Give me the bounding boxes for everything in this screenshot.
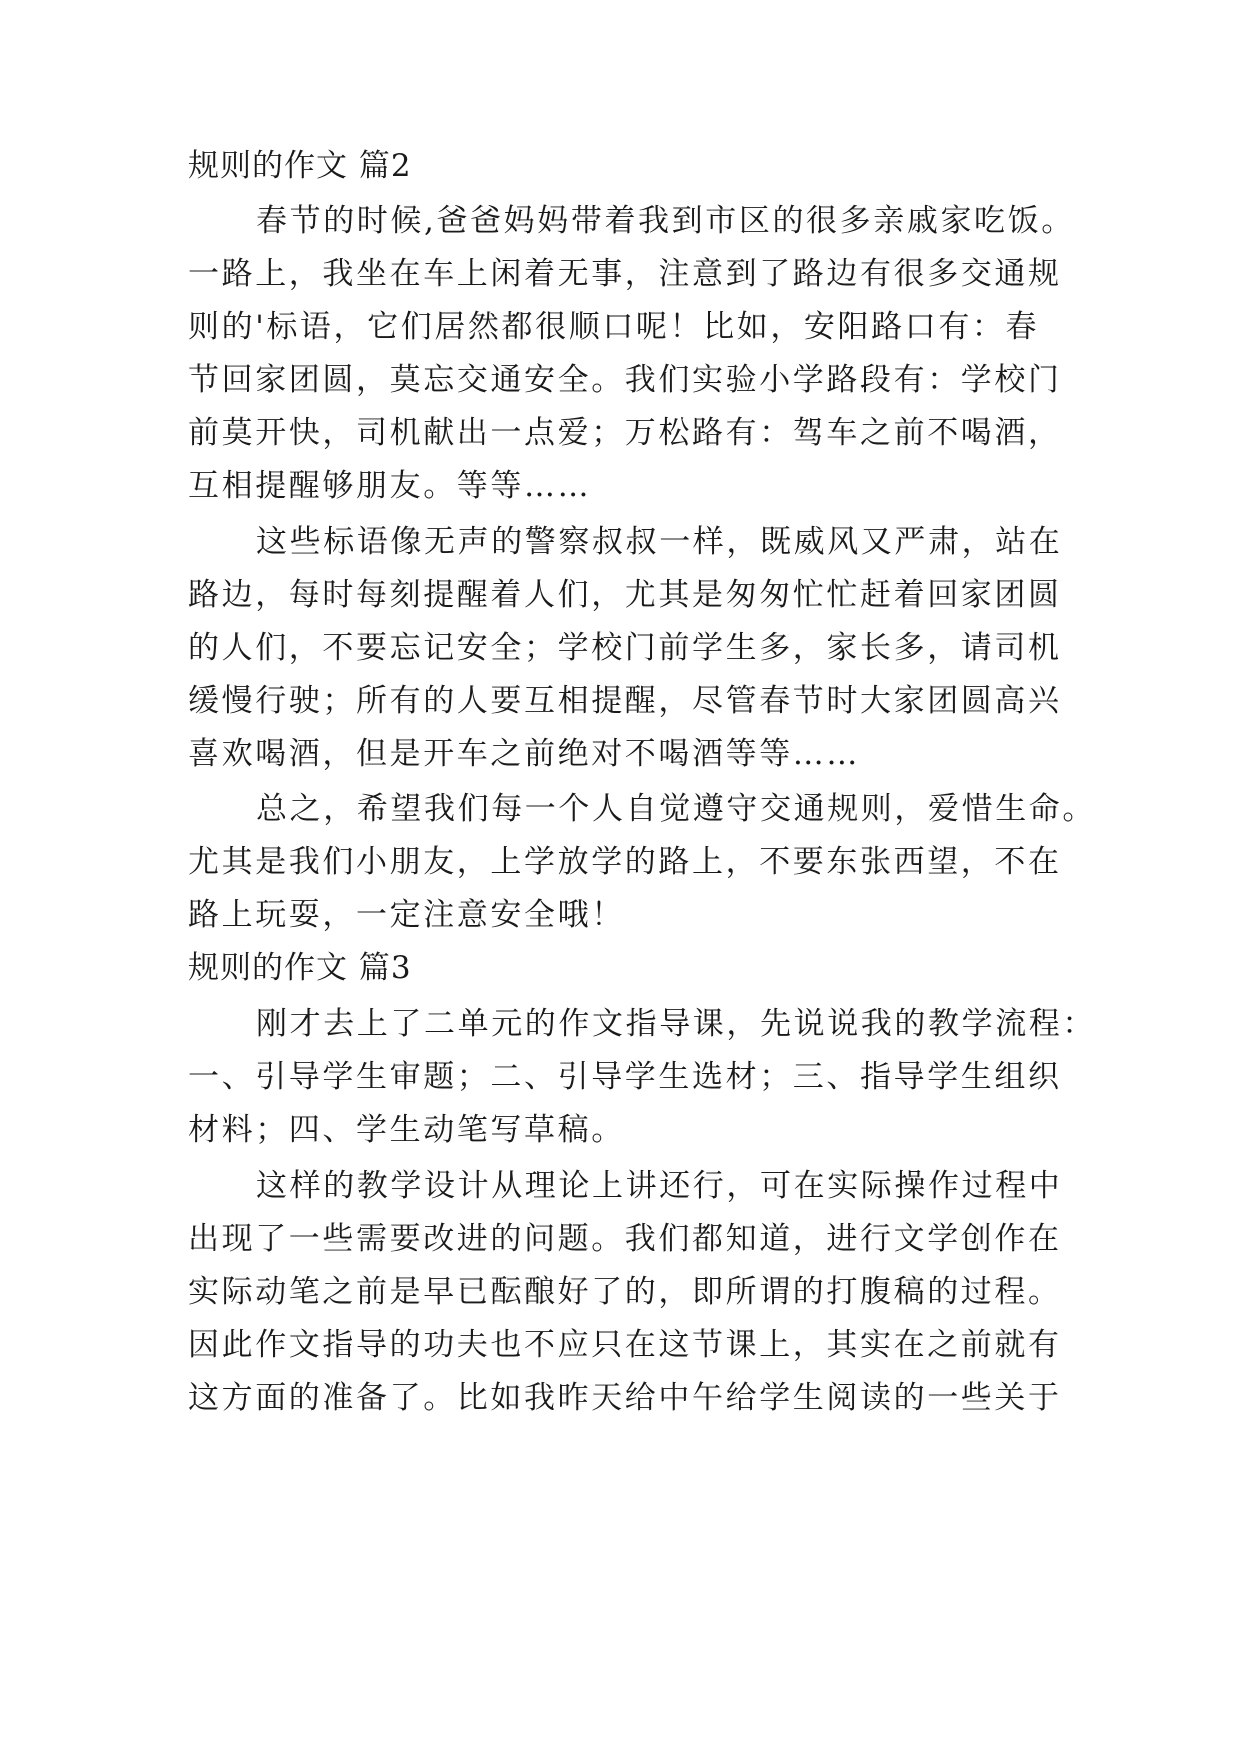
- paragraph-line: 喜欢喝酒，但是开车之前绝对不喝酒等等……: [188, 736, 860, 772]
- paragraph-line: 则的'标语，它们居然都很顺口呢！比如，安阳路口有：春: [188, 309, 1040, 345]
- paragraph-line: 这样的教学设计从理论上讲还行，可在实际操作过程中: [256, 1168, 1063, 1204]
- paragraph-line: 刚才去上了二单元的作文指导课，先说说我的教学流程：: [256, 1006, 1096, 1042]
- paragraph-line: 前莫开快，司机献出一点爱；万松路有：驾车之前不喝酒，: [188, 415, 1062, 451]
- paragraph-line: 路上玩耍，一定注意安全哦！: [188, 897, 625, 933]
- paragraph-line: 尤其是我们小朋友，上学放学的路上，不要东张西望，不在: [188, 844, 1062, 880]
- paragraph-line: 总之，希望我们每一个人自觉遵守交通规则，爱惜生命。: [256, 791, 1096, 827]
- paragraph-line: 春节的时候,爸爸妈妈带着我到市区的很多亲戚家吃饭。: [256, 203, 1075, 239]
- paragraph-line: 因此作文指导的功夫也不应只在这节课上，其实在之前就有: [188, 1327, 1062, 1363]
- paragraph-line: 互相提醒够朋友。等等……: [188, 468, 592, 504]
- paragraph-line: 出现了一些需要改进的问题。我们都知道，进行文学创作在: [188, 1221, 1062, 1257]
- paragraph-line: 这方面的准备了。比如我昨天给中午给学生阅读的一些关于: [188, 1380, 1062, 1416]
- section-2-title: 规则的作文 篇2: [188, 148, 412, 184]
- paragraph-line: 材料；四、学生动笔写草稿。: [188, 1112, 625, 1148]
- paragraph-line: 路边，每时每刻提醒着人们，尤其是匆匆忙忙赶着回家团圆: [188, 577, 1062, 613]
- paragraph-line: 一路上，我坐在车上闲着无事，注意到了路边有很多交通规: [188, 256, 1062, 292]
- paragraph-line: 缓慢行驶；所有的人要互相提醒，尽管春节时大家团圆高兴: [188, 683, 1062, 719]
- paragraph-line: 的人们，不要忘记安全；学校门前学生多，家长多，请司机: [188, 630, 1062, 666]
- section-3-title: 规则的作文 篇3: [188, 950, 412, 986]
- paragraph-line: 实际动笔之前是早已酝酿好了的，即所谓的打腹稿的过程。: [188, 1274, 1062, 1310]
- paragraph-line: 一、引导学生审题；二、引导学生选材；三、指导学生组织: [188, 1059, 1062, 1095]
- paragraph-line: 节回家团圆，莫忘交通安全。我们实验小学路段有：学校门: [188, 362, 1062, 398]
- paragraph-line: 这些标语像无声的警察叔叔一样，既威风又严肃，站在: [256, 524, 1063, 560]
